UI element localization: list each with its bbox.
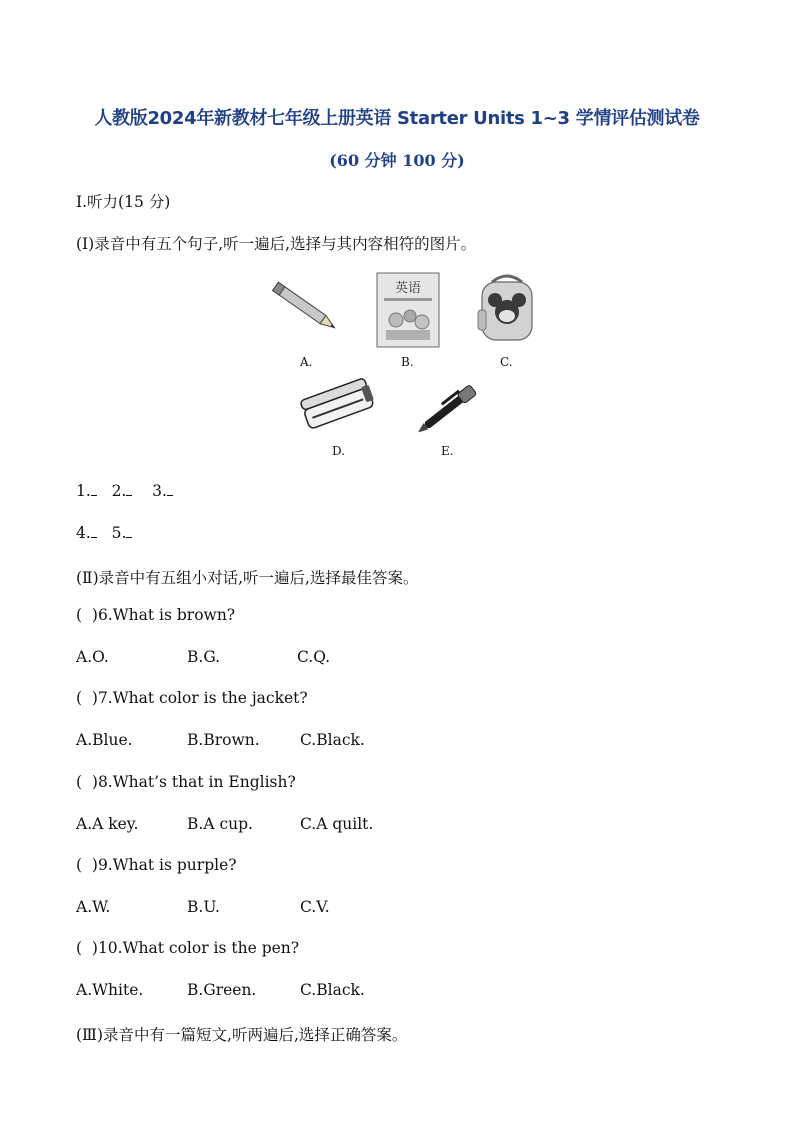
part1-instruction: (Ⅰ)录音中有五个句子,听一遍后,选择与其内容相符的图片。 <box>76 235 477 253</box>
blank-5[interactable] <box>126 525 132 538</box>
q10-option-a[interactable]: A.White. <box>76 981 144 999</box>
image-label-a: A. <box>300 355 313 369</box>
q9-option-a[interactable]: A.W. <box>76 898 111 916</box>
image-label-c: C. <box>500 355 513 369</box>
question-6: ( )6.What is brown? <box>76 606 236 624</box>
blank-2-label: 2. <box>111 482 127 500</box>
q9-option-c[interactable]: C.V. <box>300 898 330 916</box>
q7-option-a[interactable]: A.Blue. <box>76 731 133 749</box>
image-label-d: D. <box>332 444 346 458</box>
document-title: 人教版2024年新教材七年级上册英语 Starter Units 1~3 学情评估测试卷 <box>94 108 700 129</box>
q6-option-a[interactable]: A.O. <box>76 648 109 666</box>
part2-instruction: (Ⅱ)录音中有五组小对话,听一遍后,选择最佳答案。 <box>76 569 419 587</box>
pen-icon <box>406 378 490 444</box>
document-subtitle: (60 分钟 100 分) <box>329 151 465 170</box>
question-9: ( )9.What is purple? <box>76 856 237 874</box>
blank-1[interactable] <box>91 483 97 496</box>
question-10: ( )10.What color is the pen? <box>76 939 300 957</box>
blank-1-label: 1. <box>76 482 91 500</box>
blank-4[interactable] <box>91 525 97 538</box>
blank-3-label: 3. <box>152 482 167 500</box>
blank-3[interactable] <box>167 483 173 496</box>
blank-4-label: 4. <box>76 524 91 542</box>
q10-option-b[interactable]: B.Green. <box>187 981 257 999</box>
q8-option-c[interactable]: C.A quilt. <box>300 815 374 833</box>
q7-option-c[interactable]: C.Black. <box>300 731 365 749</box>
part3-instruction: (Ⅲ)录音中有一篇短文,听两遍后,选择正确答案。 <box>76 1026 408 1044</box>
answer-blanks-row2 <box>76 524 132 542</box>
q10-option-c[interactable]: C.Black. <box>300 981 365 999</box>
english-book-icon <box>376 272 440 352</box>
svg-text:英语: 英语 <box>394 281 422 296</box>
pencil-icon <box>265 276 345 342</box>
q8-option-b[interactable]: B.A cup. <box>187 815 253 833</box>
question-7: ( )7.What color is the jacket? <box>76 689 308 707</box>
q8-option-a[interactable]: A.A key. <box>76 815 139 833</box>
pencil-case-icon <box>298 374 380 442</box>
question-8: ( )8.What’s that in English? <box>76 773 296 791</box>
q6-option-c[interactable]: C.Q. <box>297 648 331 666</box>
q6-option-b[interactable]: B.G. <box>187 648 221 666</box>
image-label-e: E. <box>441 444 454 458</box>
answer-blanks-row1 <box>76 482 173 500</box>
image-label-b: B. <box>401 355 414 369</box>
q7-option-b[interactable]: B.Brown. <box>187 731 260 749</box>
blank-2[interactable] <box>126 483 132 496</box>
section-heading: Ⅰ.听力(15 分) <box>76 193 171 211</box>
backpack-icon <box>474 272 540 348</box>
q9-option-b[interactable]: B.U. <box>187 898 220 916</box>
blank-5-label: 5. <box>111 524 127 542</box>
